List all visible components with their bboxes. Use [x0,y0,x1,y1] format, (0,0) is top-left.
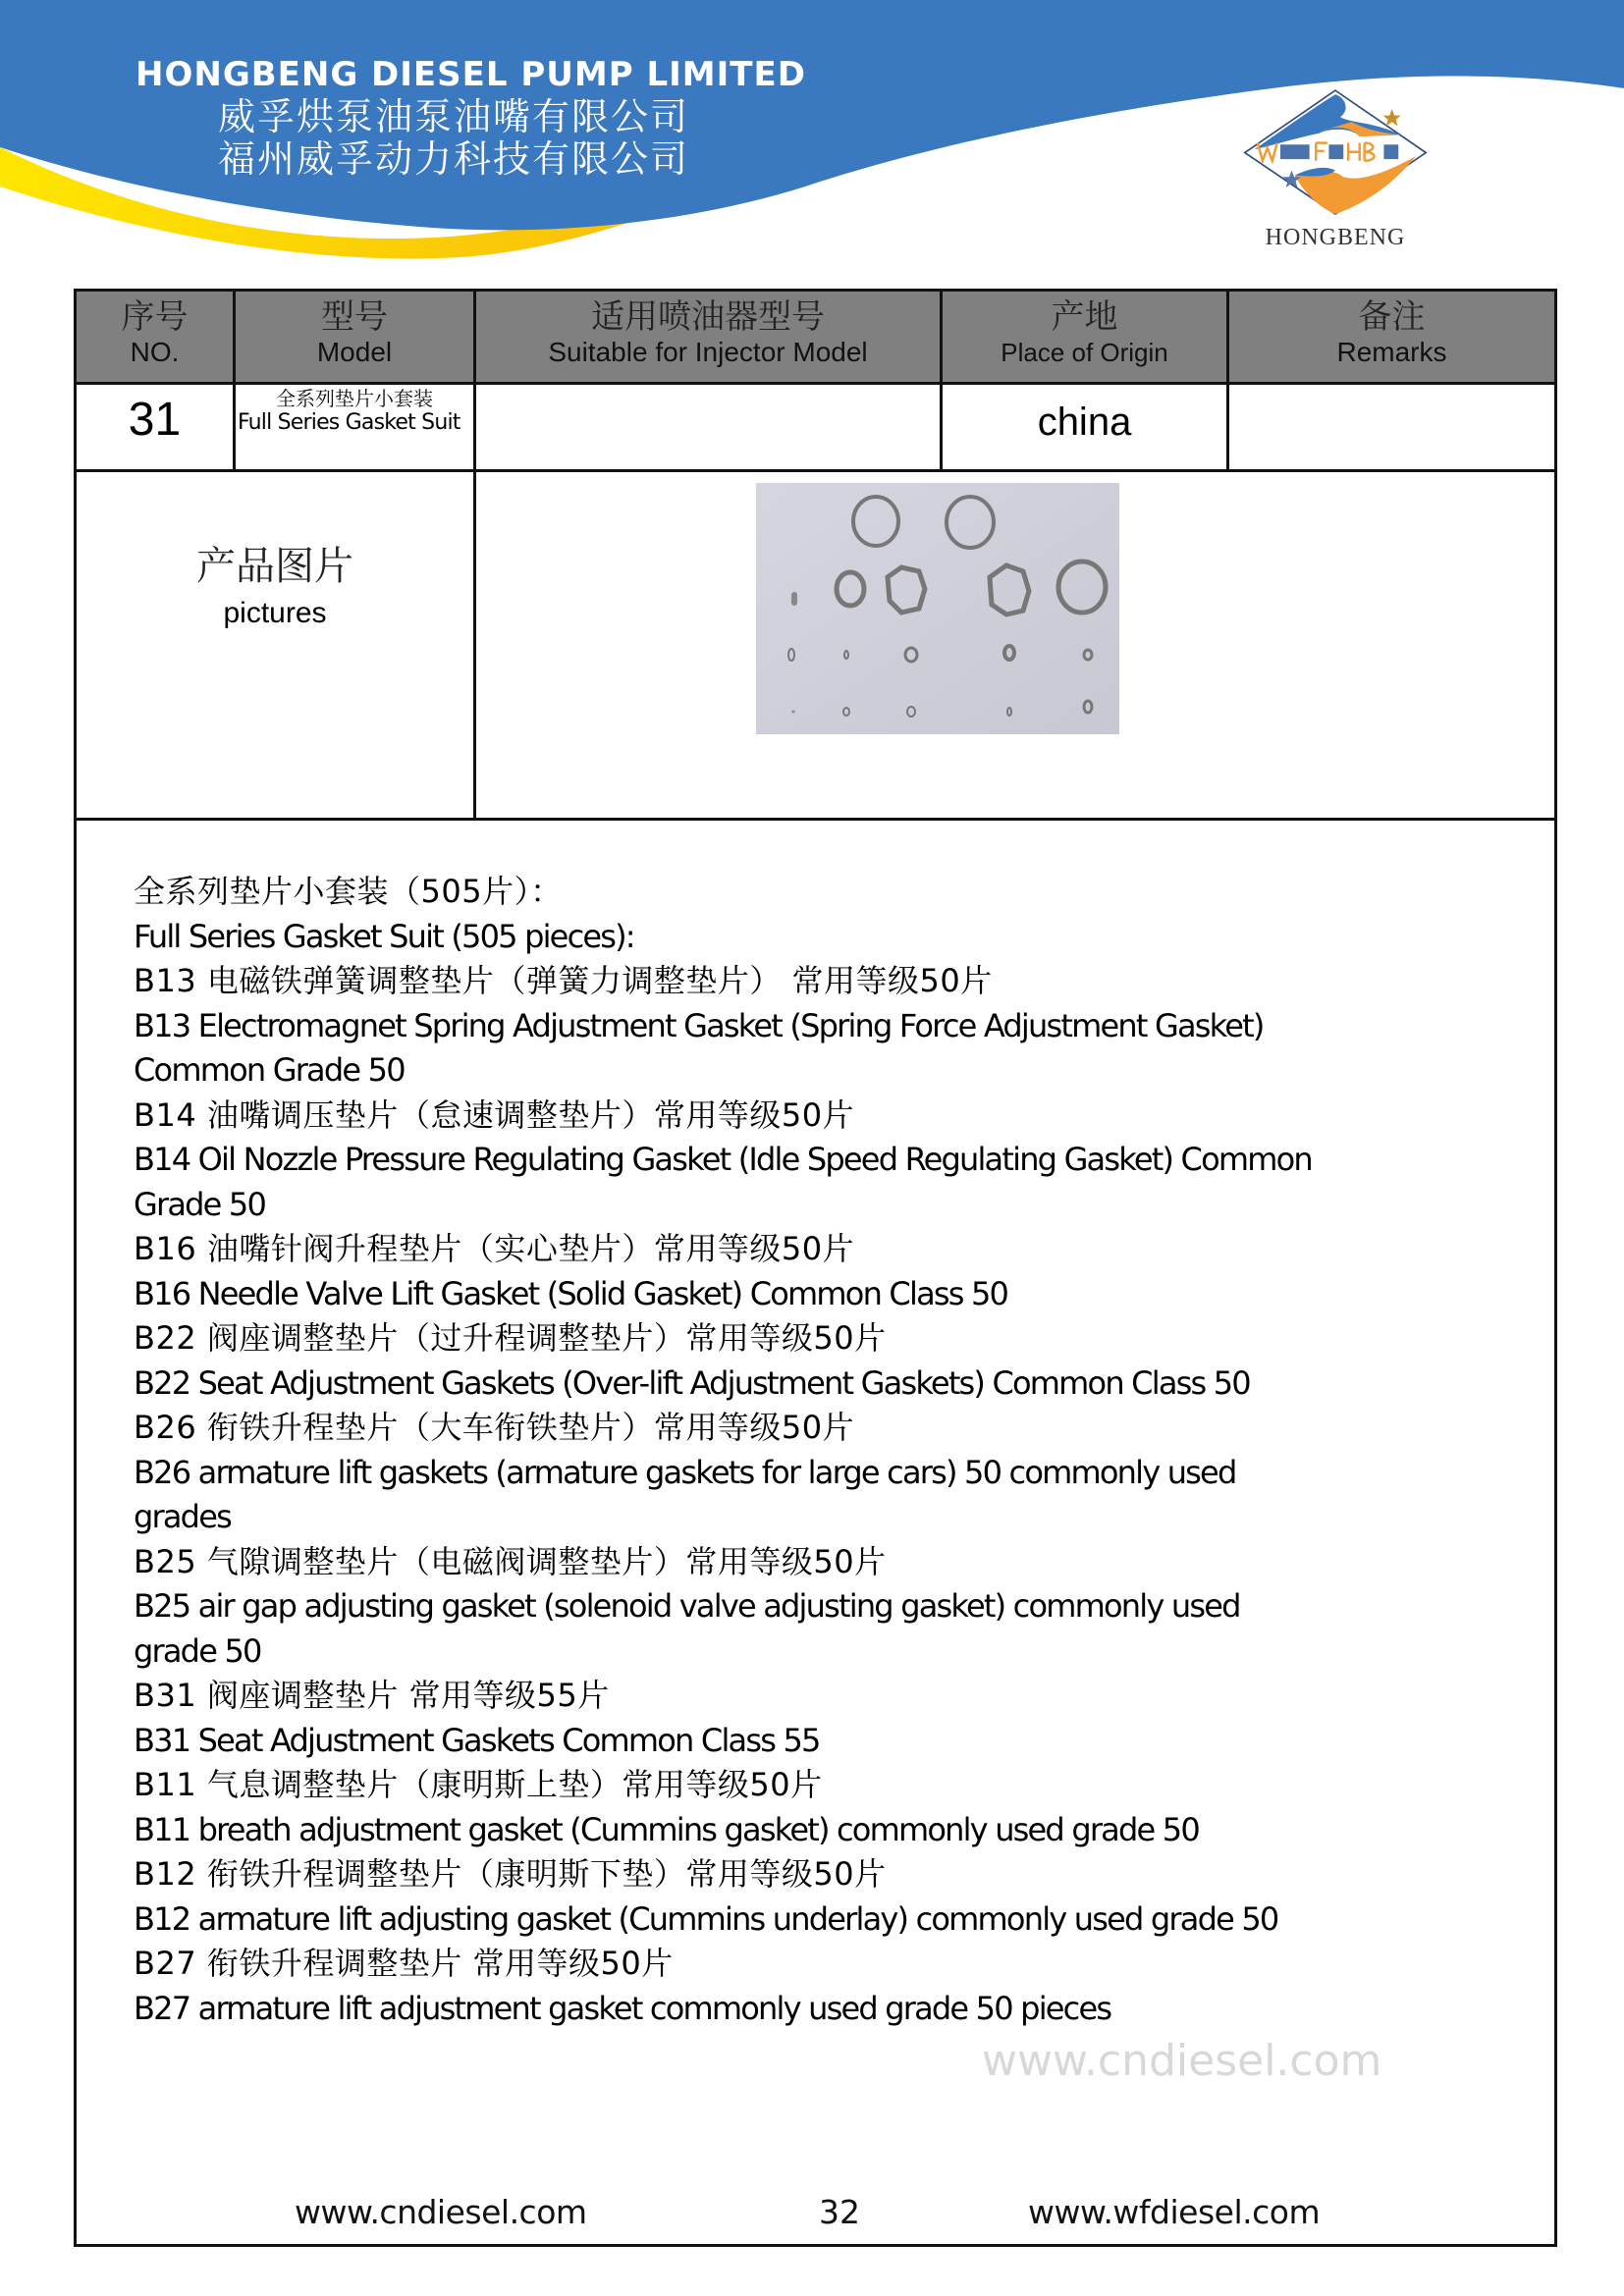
logo-text: HONGBENG [1265,225,1406,250]
pictures-cell [475,471,1556,820]
description-line: B16 油嘴针阀升程垫片（实心垫片）常用等级50片 [134,1230,855,1267]
description-line: B13 电磁铁弹簧调整垫片（弹簧力调整垫片） 常用等级50片 [134,962,993,999]
spec-table [74,289,1557,2247]
table-row [76,384,1556,471]
company-name-en: HONGBENG DIESEL PUMP LIMITED [135,55,806,94]
watermark: www.cndiesel.com [982,2036,1382,2086]
column-header-model: 型号 Model [235,291,475,384]
row-remarks [1228,384,1556,471]
column-header-remarks: 备注 Remarks [1228,291,1556,384]
description-line: B27 armature lift adjustment gasket commonly used grade 50 pieces [134,1989,1111,2027]
description-list [134,870,1554,2031]
product-photo [756,483,1119,734]
description-line: B26 armature lift gaskets (armature gaskets for large cars) 50 commonly used [134,1453,1236,1491]
description-line: B13 Electromagnet Spring Adjustment Gasket (Spring Force Adjustment Gasket) [134,1006,1264,1044]
description-line: B31 Seat Adjustment Gaskets Common Class 55 [134,1721,820,1759]
description-cell [76,820,1556,2246]
column-header-injector-model: 适用喷油器型号 Suitable for Injector Model [475,291,942,384]
pictures-row [76,471,1556,820]
row-number: 31 [76,384,235,471]
description-line: B11 气息调整垫片（康明斯上垫）常用等级50片 [134,1766,823,1803]
description-line: Common Grade 50 [134,1051,405,1089]
description-line: B25 air gap adjusting gasket (solenoid valve adjusting gasket) commonly used [134,1587,1240,1625]
description-line: B26 衔铁升程垫片（大车衔铁垫片）常用等级50片 [134,1409,855,1446]
row-injector-model [475,384,942,471]
footer-left-url[interactable]: www.cndiesel.com [295,2193,587,2231]
description-line: B31 阀座调整垫片 常用等级55片 [134,1677,610,1714]
description-line: B25 气隙调整垫片（电磁阀调整垫片）常用等级50片 [134,1542,887,1580]
description-line: Grade 50 [134,1185,266,1223]
description-line: B12 衔铁升程调整垫片（康明斯下垫）常用等级50片 [134,1855,887,1893]
hongbeng-logo-icon [1218,86,1453,224]
description-row [76,820,1556,2246]
model-name-en: Full Series Gasket Suit [238,410,460,435]
pictures-label: 产品图片 pictures [76,471,475,820]
row-model [235,384,475,471]
company-name-cn-2: 福州威孚动力科技有限公司 [218,137,690,181]
description-line: B14 Oil Nozzle Pressure Regulating Gasket (Idle Speed Regulating Gasket) Common [134,1141,1312,1178]
description-line: 全系列垫片小套装（505片）： [134,873,563,910]
model-name-cn: 全系列垫片小套装 [276,387,433,410]
table-header-row [76,291,1556,384]
description-line: Full Series Gasket Suit (505 pieces): [134,917,634,955]
description-line: B16 Needle Valve Lift Gasket (Solid Gasket) Common Class 50 [134,1274,1008,1312]
description-line: grades [134,1498,231,1535]
description-line: B22 阀座调整垫片（过升程调整垫片）常用等级50片 [134,1319,887,1357]
description-line: B22 Seat Adjustment Gaskets (Over-lift Adjustment Gaskets) Common Class 50 [134,1363,1250,1402]
column-header-no: 序号 NO. [76,291,235,384]
description-line: B27 衔铁升程调整垫片 常用等级50片 [134,1945,674,1982]
column-header-origin: 产地 Place of Origin [942,291,1228,384]
description-line: B11 breath adjustment gasket (Cummins gasket) commonly used grade 50 [134,1810,1199,1848]
description-line: B12 armature lift adjusting gasket (Cummins underlay) commonly used grade 50 [134,1899,1278,1938]
company-name-cn-1: 威孚烘泵油泵油嘴有限公司 [218,95,690,138]
description-line: grade 50 [134,1631,261,1670]
page-number: 32 [819,2193,860,2231]
row-origin: china [942,384,1228,471]
description-line: B14 油嘴调压垫片（怠速调整垫片）常用等级50片 [134,1095,855,1134]
footer-right-url[interactable]: www.wfdiesel.com [1028,2193,1321,2231]
